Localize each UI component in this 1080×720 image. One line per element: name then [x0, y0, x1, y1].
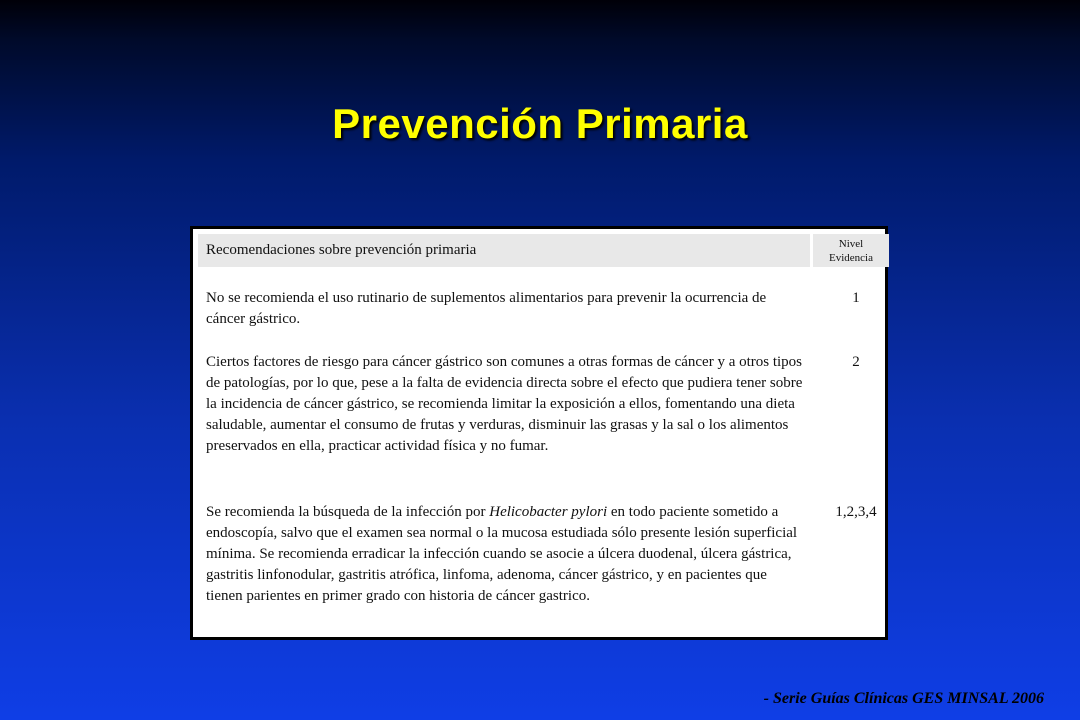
recommendation-text-italic: Helicobacter pylori [489, 504, 608, 520]
evidence-level: 1,2,3,4 [835, 504, 877, 520]
header-evidence-level [813, 234, 889, 267]
table-header [198, 234, 890, 267]
header-level-line1: Nivel [838, 238, 864, 250]
recommendation-text-start: Se recomienda la búsqueda de la infección por [206, 504, 490, 520]
header-level-line2: Evidencia [829, 252, 873, 264]
evidence-level: 1 [852, 290, 860, 306]
recommendations-table [190, 226, 888, 640]
evidence-level: 2 [852, 354, 860, 370]
recommendation-text: Ciertos factores de riesgo para cáncer gástrico son comunes a otras formas de cáncer y a otros tipos de patologías, por lo que, pese a la falta de evidencia directa sobre el efecto que pudiera tener sobre la incidencia de cáncer gástrico, se recomienda limitar la exposición a ellos, fomentando una dieta saludable, aumentar el consumo de frutas y verduras, disminuir las grasas y la sal o los alimentos preservados en ella, practicar actividad física y no fumar. [206, 354, 803, 454]
slide-title: Prevención Primaria [332, 100, 748, 147]
source-citation: - Serie Guías Clínicas GES MINSAL 2006 [763, 690, 1044, 707]
recommendation-text [206, 502, 806, 607]
header-recommendations: Recomendaciones sobre prevención primaria [198, 234, 810, 267]
recommendation-text: No se recomienda el uso rutinario de suplementos alimentarios para prevenir la ocurrencia de cáncer gástrico. [206, 290, 767, 327]
recommendation-text-end: en todo paciente sometido a endoscopía, salvo que el examen sea normal o la mucosa estudiada sólo presente lesión superficial mínima. Se recomienda erradicar la infección cuando se asocie a úlcera duodenal, úlcera gástrica, gastritis linfonodular, gastritis atrófica, linfoma, adenoma, cáncer gástrico, y en pacientes que tienen parientes en primer grado con historia de cáncer gastrico. [206, 504, 798, 604]
